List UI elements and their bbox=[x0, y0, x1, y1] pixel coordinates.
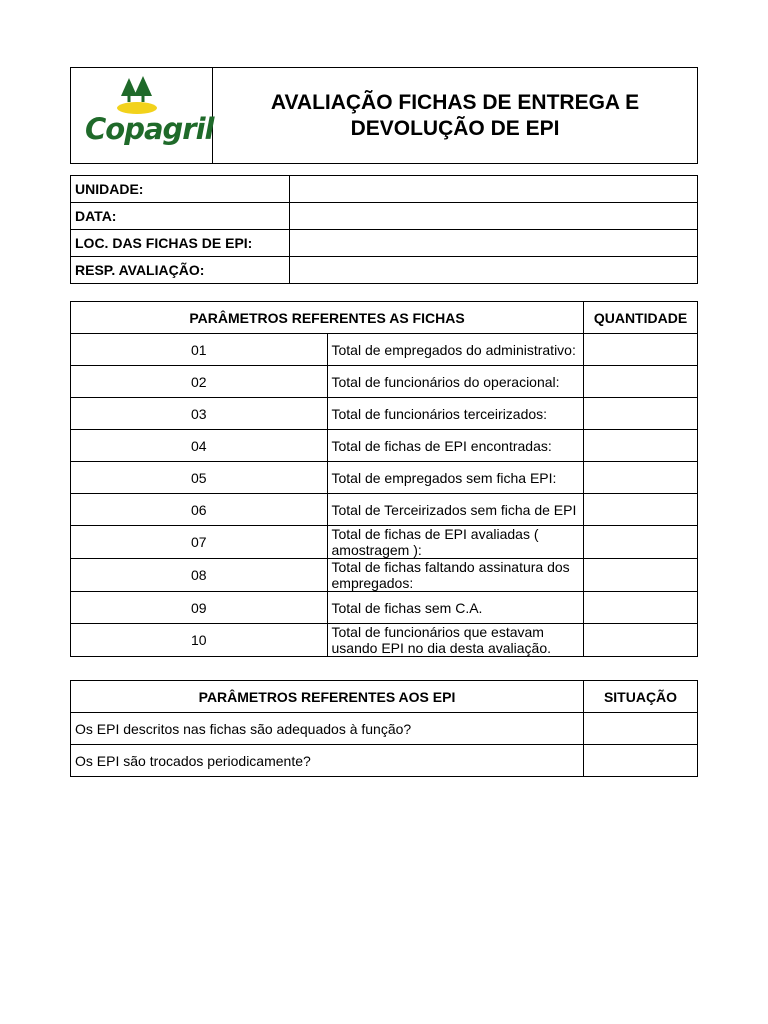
row-text: Total de fichas sem C.A. bbox=[327, 592, 584, 624]
info-row-resp bbox=[71, 257, 698, 284]
info-table bbox=[70, 175, 698, 284]
title-cell bbox=[213, 68, 697, 163]
row-number: 09 bbox=[71, 592, 328, 624]
row-text: Total de Terceirizados sem ficha de EPI bbox=[327, 494, 584, 526]
row-text: Os EPI descritos nas fichas são adequados à função? bbox=[71, 713, 584, 745]
epi-table bbox=[70, 680, 698, 777]
status-cell[interactable] bbox=[584, 713, 698, 745]
row-number: 04 bbox=[71, 430, 328, 462]
loc-fichas-field[interactable] bbox=[290, 230, 698, 257]
quantity-cell[interactable] bbox=[584, 398, 698, 430]
table-row bbox=[71, 526, 698, 559]
quantity-cell[interactable] bbox=[584, 366, 698, 398]
table-row bbox=[71, 430, 698, 462]
quantity-cell[interactable] bbox=[584, 624, 698, 657]
form-header bbox=[70, 67, 698, 164]
info-row-data bbox=[71, 203, 698, 230]
table-row bbox=[71, 462, 698, 494]
info-label: DATA: bbox=[71, 203, 290, 230]
quantity-cell[interactable] bbox=[584, 592, 698, 624]
row-number: 07 bbox=[71, 526, 328, 559]
fichas-header-qty: QUANTIDADE bbox=[584, 302, 698, 334]
row-text: Os EPI são trocados periodicamente? bbox=[71, 745, 584, 777]
table-row bbox=[71, 334, 698, 366]
row-text: Total de empregados do administrativo: bbox=[327, 334, 584, 366]
row-text: Total de fichas de EPI encontradas: bbox=[327, 430, 584, 462]
epi-header-status: SITUAÇÃO bbox=[584, 681, 698, 713]
table-row bbox=[71, 398, 698, 430]
table-row bbox=[71, 624, 698, 657]
unidade-field[interactable] bbox=[290, 176, 698, 203]
fichas-header-row bbox=[71, 302, 698, 334]
row-text: Total de funcionários do operacional: bbox=[327, 366, 584, 398]
table-row bbox=[71, 559, 698, 592]
logo-text: Copagril bbox=[85, 112, 214, 146]
row-text: Total de empregados sem ficha EPI: bbox=[327, 462, 584, 494]
fichas-header-param: PARÂMETROS REFERENTES AS FICHAS bbox=[71, 302, 584, 334]
row-number: 08 bbox=[71, 559, 328, 592]
resp-avaliacao-field[interactable] bbox=[290, 257, 698, 284]
table-row bbox=[71, 366, 698, 398]
quantity-cell[interactable] bbox=[584, 494, 698, 526]
status-cell[interactable] bbox=[584, 745, 698, 777]
page-title-line-2: DEVOLUÇÃO DE EPI bbox=[350, 116, 560, 140]
row-number: 01 bbox=[71, 334, 328, 366]
info-row-unidade bbox=[71, 176, 698, 203]
row-text: Total de funcionários terceirizados: bbox=[327, 398, 584, 430]
row-text: Total de fichas faltando assinatura dos empregados: bbox=[327, 559, 584, 592]
row-text: Total de fichas de EPI avaliadas ( amostragem ): bbox=[327, 526, 584, 559]
fichas-table bbox=[70, 301, 698, 657]
info-row-loc bbox=[71, 230, 698, 257]
logo bbox=[71, 68, 213, 163]
table-row bbox=[71, 745, 698, 777]
row-number: 06 bbox=[71, 494, 328, 526]
quantity-cell[interactable] bbox=[584, 462, 698, 494]
row-number: 05 bbox=[71, 462, 328, 494]
quantity-cell[interactable] bbox=[584, 526, 698, 559]
page-title-line-1: AVALIAÇÃO FICHAS DE ENTREGA E bbox=[270, 90, 640, 114]
row-number: 03 bbox=[71, 398, 328, 430]
epi-header-param: PARÂMETROS REFERENTES AOS EPI bbox=[71, 681, 584, 713]
quantity-cell[interactable] bbox=[584, 334, 698, 366]
epi-header-row bbox=[71, 681, 698, 713]
quantity-cell[interactable] bbox=[584, 559, 698, 592]
copagril-logo-icon bbox=[115, 76, 165, 116]
table-row bbox=[71, 592, 698, 624]
row-number: 02 bbox=[71, 366, 328, 398]
info-label: LOC. DAS FICHAS DE EPI: bbox=[71, 230, 290, 257]
quantity-cell[interactable] bbox=[584, 430, 698, 462]
table-row bbox=[71, 494, 698, 526]
row-text: Total de funcionários que estavam usando EPI no dia desta avaliação. bbox=[327, 624, 584, 657]
data-field[interactable] bbox=[290, 203, 698, 230]
info-label: UNIDADE: bbox=[71, 176, 290, 203]
row-number: 10 bbox=[71, 624, 328, 657]
table-row bbox=[71, 713, 698, 745]
info-label: RESP. AVALIAÇÃO: bbox=[71, 257, 290, 284]
